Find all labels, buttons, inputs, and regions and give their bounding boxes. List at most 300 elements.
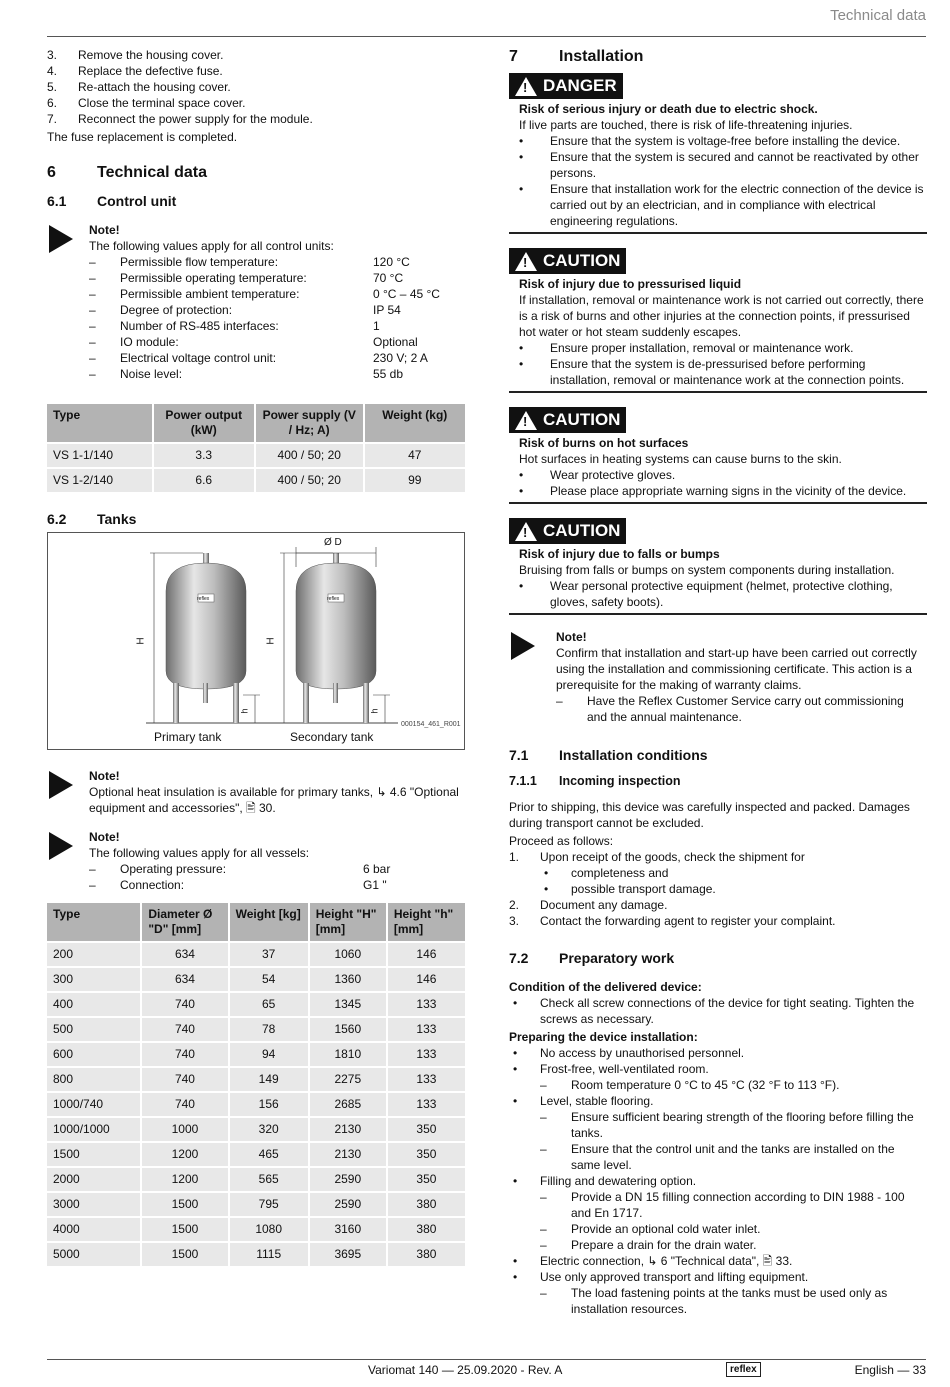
prep-bullet: • No access by unauthorised personnel. [513, 1046, 745, 1060]
warning-title: Risk of serious injury or death due to electric shock. [519, 102, 818, 116]
bullet-marker: • [519, 341, 524, 355]
prep-subitem: – Ensure sufficient bearing strength of the flooring before filling the tanks. [509, 1109, 927, 1141]
table-cell: 350 [388, 1168, 465, 1191]
bullet-text: No access by unauthorised personnel. [540, 1046, 745, 1060]
prep-bullet: • Level, stable flooring. [513, 1094, 654, 1108]
dash-marker: – [89, 303, 96, 317]
value: G1 " [363, 878, 387, 892]
table-row [47, 1093, 465, 1116]
step-number: 4. [47, 64, 58, 78]
dash-marker: – [89, 878, 96, 892]
section-heading-6-2 [47, 510, 465, 528]
table-cell: 2130 [310, 1143, 386, 1166]
table-row [47, 1043, 465, 1066]
table-row [47, 1118, 465, 1141]
note-heat-insulation [47, 768, 465, 816]
section-title: Technical data [97, 164, 207, 181]
column-header: Type [47, 903, 140, 941]
warning-text: Hot surfaces in heating systems can cause burns to the skin. [519, 452, 842, 466]
note-arrow-icon [511, 632, 535, 660]
prep-subitem: – Room temperature 0 °C to 45 °C (32 °F to 113 °F). [540, 1078, 840, 1092]
note-arrow-icon [49, 225, 73, 253]
table-cell: 200 [47, 943, 140, 966]
table-cell: 634 [142, 968, 227, 991]
substep-text: possible transport damage. [571, 882, 716, 896]
step-text: Upon receipt of the goods, check the shipment for [540, 850, 805, 864]
dim-leg-label-secondary: h [369, 708, 380, 714]
section-number: 7.1 [509, 747, 529, 763]
prep-subitem: – Prepare a drain for the drain water. [540, 1238, 757, 1252]
table-cell: 94 [230, 1043, 308, 1066]
header-rule [47, 36, 926, 37]
prep-subitem: – Provide an optional cold water inlet. [540, 1222, 761, 1236]
table-cell: 133 [388, 1018, 465, 1041]
column-header: Power supply (V / Hz; A) [256, 404, 363, 442]
table-cell: 2590 [310, 1193, 386, 1216]
value-label: Connection: [120, 878, 185, 892]
warning-triangle-icon: ! [515, 252, 537, 271]
table-row [47, 993, 465, 1016]
prep-bullet: • Use only approved transport and lifting equipment. [513, 1270, 809, 1284]
column-header: Weight (kg) [365, 404, 466, 442]
value-label: Permissible ambient temperature: [120, 287, 300, 301]
section-heading-7-2 [509, 949, 927, 967]
prep-bullet: • Filling and dewatering option. [513, 1174, 697, 1188]
value-label: Degree of protection: [120, 303, 233, 317]
table-cell: 1360 [310, 968, 386, 991]
table-cell: 320 [230, 1118, 308, 1141]
section-title: Tanks [97, 511, 137, 527]
table-cell: 3695 [310, 1243, 386, 1266]
table-cell: 54 [230, 968, 308, 991]
table-cell: 740 [142, 993, 227, 1016]
column-header: Weight [kg] [230, 903, 308, 941]
table-cell: 47 [365, 444, 466, 467]
step-item [47, 111, 465, 127]
table-cell: 156 [230, 1093, 308, 1116]
dash-marker: – [89, 351, 96, 365]
table-cell: 78 [230, 1018, 308, 1041]
note-title: Note! [89, 223, 120, 237]
step-item [47, 63, 465, 79]
section-number: 7.2 [509, 950, 529, 966]
step-text: Document any damage. [540, 898, 668, 912]
tanks-table [45, 901, 467, 1268]
warning-bullet [509, 340, 927, 356]
warning-title: Risk of injury due to pressurised liquid [519, 277, 742, 291]
table-cell: 2000 [47, 1168, 140, 1191]
warning-triangle-icon: ! [515, 522, 537, 541]
table-cell: 3.3 [154, 444, 254, 467]
step-item [47, 47, 465, 63]
bullet-marker: • [519, 579, 524, 593]
value: 0 °C – 45 °C [373, 287, 440, 301]
warning-badge [509, 73, 623, 99]
dash-marker: – [89, 255, 96, 269]
table-row [47, 943, 465, 966]
value-row [89, 270, 465, 286]
warning-bullet [509, 149, 927, 181]
section-title: Installation conditions [559, 747, 708, 763]
table-cell: 740 [142, 1093, 227, 1116]
table-cell: 400 / 50; 20 [256, 469, 363, 492]
secondary-tank-shape [296, 553, 376, 723]
table-cell: 380 [388, 1243, 465, 1266]
primary-tank-caption: Primary tank [154, 730, 222, 744]
table-cell: 1500 [142, 1243, 227, 1266]
step-item [47, 79, 465, 95]
value-label: IO module: [120, 335, 179, 349]
table-cell: 1060 [310, 943, 386, 966]
dash-marker: – [556, 694, 563, 708]
section-number: 7.1.1 [509, 774, 537, 788]
table-header-row [47, 404, 465, 442]
figure-code: 000154_461_R001 [401, 721, 461, 728]
table-cell: 1500 [47, 1143, 140, 1166]
warning-bullet [509, 578, 927, 610]
value: 70 °C [373, 271, 404, 285]
table-cell: 600 [47, 1043, 140, 1066]
note-arrow-icon [49, 832, 73, 860]
note-intro: The following values apply for all control units: [89, 239, 334, 253]
section-number: 7 [509, 48, 518, 65]
inspection-step: 2. Document any damage. [509, 898, 668, 912]
step-number: 3. [47, 48, 58, 62]
footer-rule [47, 1359, 926, 1360]
table-row [47, 1218, 465, 1241]
table-cell: 6.6 [154, 469, 254, 492]
steps-list [47, 47, 465, 127]
section-heading-6 [47, 163, 465, 183]
note-sub-item [556, 693, 927, 725]
table-cell: 2275 [310, 1068, 386, 1091]
note-commissioning [509, 629, 927, 725]
bullet-marker: • [519, 150, 524, 164]
table-cell: 740 [142, 1068, 227, 1091]
value-label: Electrical voltage control unit: [120, 351, 277, 365]
note-title: Note! [556, 630, 587, 644]
table-cell: 149 [230, 1068, 308, 1091]
table-cell: 133 [388, 1068, 465, 1091]
warning-bullet [509, 181, 927, 229]
bullet-text: Frost-free, well-ventilated room. [540, 1062, 709, 1076]
left-column [47, 47, 465, 1268]
step-text: Replace the defective fuse. [78, 64, 223, 78]
value-row [89, 318, 465, 334]
step-number: 5. [47, 80, 58, 94]
warning-bullet [509, 467, 927, 483]
table-cell: 4000 [47, 1218, 140, 1241]
value-row [89, 366, 465, 382]
warning-bullet [509, 483, 927, 499]
column-header: Power output (kW) [154, 404, 254, 442]
step-text: Contact the forwarding agent to register your complaint. [540, 914, 836, 928]
substep-text: completeness and [571, 866, 669, 880]
dim-height-label-secondary: H [265, 637, 277, 645]
table-cell: 146 [388, 943, 465, 966]
table-cell: VS 1-2/140 [47, 469, 152, 492]
step-text: Reconnect the power supply for the module. [78, 112, 313, 126]
table-row [47, 444, 465, 467]
prep-bullet: • Electric connection, ↳ 6 "Technical data", 🖹 33. [513, 1254, 793, 1268]
section-title: Control unit [97, 193, 177, 209]
value: 6 bar [363, 862, 391, 876]
warning-caution3 [509, 518, 927, 615]
note-control-unit [47, 222, 465, 382]
bullet-text: Level, stable flooring. [540, 1094, 654, 1108]
table-cell: 465 [230, 1143, 308, 1166]
dim-height-label-primary: H [135, 637, 147, 645]
bullet-text: Filling and dewatering option. [540, 1174, 697, 1188]
table-cell: 3000 [47, 1193, 140, 1216]
tank-logo-secondary: reflex [327, 596, 340, 602]
note-sub-text: Have the Reflex Customer Service carry out commissioning and the annual maintenance. [587, 694, 904, 724]
table-cell: 740 [142, 1043, 227, 1066]
warning-label: CAUTION [543, 251, 621, 270]
table-row [47, 1068, 465, 1091]
table-row [47, 1243, 465, 1266]
warning-bullet [509, 356, 927, 388]
dash-marker: – [89, 287, 96, 301]
warning-badge [509, 518, 626, 544]
table-row [47, 1143, 465, 1166]
value-label: Permissible operating temperature: [120, 271, 307, 285]
table-cell: 3160 [310, 1218, 386, 1241]
value-label: Number of RS-485 interfaces: [120, 319, 279, 333]
table-cell: 565 [230, 1168, 308, 1191]
subitem-text: Room temperature 0 °C to 45 °C (32 °F to 113 °F). [571, 1078, 840, 1092]
value-row [89, 334, 465, 350]
note-arrow-icon [49, 771, 73, 799]
table-cell: 795 [230, 1193, 308, 1216]
table-cell: 1560 [310, 1018, 386, 1041]
column-header: Type [47, 404, 152, 442]
table-cell: 300 [47, 968, 140, 991]
step-text: Remove the housing cover. [78, 48, 224, 62]
prep-subitem: – Provide a DN 15 filling connection according to DIN 1988 - 100 and En 1717. [509, 1189, 927, 1221]
footer-page-number: English — 33 [854, 1363, 926, 1377]
table-cell: 1810 [310, 1043, 386, 1066]
note-title: Note! [89, 830, 120, 844]
bullet-text: Wear protective gloves. [550, 468, 676, 482]
table-cell: 37 [230, 943, 308, 966]
subitem-text: Ensure sufficient bearing strength of the flooring before filling the tanks. [571, 1110, 914, 1140]
warning-caution2 [509, 407, 927, 504]
bullet-text: Please place appropriate warning signs in the vicinity of the device. [550, 484, 907, 498]
primary-tank-shape [166, 553, 246, 723]
bullet-text: Ensure that the system is voltage-free before installing the device. [550, 134, 901, 148]
prep-subitem: – Ensure that the control unit and the tanks are installed on the same level. [509, 1141, 927, 1173]
value: 230 V; 2 A [373, 351, 428, 365]
table-cell: 350 [388, 1118, 465, 1141]
warnings-block [509, 73, 927, 615]
value: IP 54 [373, 303, 401, 317]
step-text: Close the terminal space cover. [78, 96, 246, 110]
table-cell: 400 [47, 993, 140, 1016]
table-header-row [47, 903, 465, 941]
table-cell: 133 [388, 1093, 465, 1116]
value: 1 [373, 319, 380, 333]
table-cell: 65 [230, 993, 308, 1016]
column-header: Height "H" [mm] [310, 903, 386, 941]
warning-text: Bruising from falls or bumps on system components during installation. [519, 563, 895, 577]
warning-title: Risk of burns on hot surfaces [519, 436, 689, 450]
inspection-step: 1. Upon receipt of the goods, check the shipment for [509, 850, 805, 864]
bullet-text: Check all screw connections of the device for tight seating. Tighten the screws as necessary. [540, 996, 915, 1026]
note-text: Optional heat insulation is available for primary tanks, ↳ 4.6 "Optional equipment and accessories", 🖹 30. [89, 785, 459, 815]
inspection-substep [509, 881, 927, 897]
bullet-text: Ensure that installation work for the electric connection of the device is carried out by an electrician, and in compliance with electrical engineering regulations. [550, 182, 924, 228]
value-label: Permissible flow temperature: [120, 255, 279, 269]
dash-marker: – [89, 271, 96, 285]
table-row [47, 1193, 465, 1216]
bullet-marker: • [519, 357, 524, 371]
dim-diameter-label: Ø D [324, 537, 342, 548]
table-cell: 5000 [47, 1243, 140, 1266]
bullet-text: Use only approved transport and lifting equipment. [540, 1270, 809, 1284]
table-cell: 1000/740 [47, 1093, 140, 1116]
column-header: Diameter Ø "D" [mm] [142, 903, 227, 941]
value: 120 °C [373, 255, 410, 269]
bullet-text: Ensure that the system is de-pressurised before performing installation, removal or maintenance work at the connection points. [550, 357, 905, 387]
bullet-text: Ensure proper installation, removal or maintenance work. [550, 341, 854, 355]
bullet-marker: • [544, 866, 549, 880]
table-cell: 1000/1000 [47, 1118, 140, 1141]
section-heading-7 [509, 47, 927, 67]
warning-badge [509, 248, 626, 274]
table-cell: 1000 [142, 1118, 227, 1141]
subitem-text: Prepare a drain for the drain water. [571, 1238, 757, 1252]
step-item [47, 95, 465, 111]
value: 55 db [373, 367, 404, 381]
value-label: Noise level: [120, 367, 183, 381]
table-cell: 133 [388, 993, 465, 1016]
table-cell: 800 [47, 1068, 140, 1091]
value-row [89, 861, 465, 877]
bullet-marker: • [544, 882, 549, 896]
table-cell: 1500 [142, 1193, 227, 1216]
bullet-text: Ensure that the system is secured and cannot be reactivated by other persons. [550, 150, 919, 180]
step-number: 6. [47, 96, 58, 110]
section-title: Preparatory work [559, 950, 675, 966]
note-title: Note! [89, 769, 120, 783]
table-cell: 350 [388, 1143, 465, 1166]
note-text: Confirm that installation and start-up have been carried out correctly using the installation and commissioning certificate. This action is a prerequisite for the making of warranty claims. [556, 646, 917, 692]
control-unit-table [45, 402, 467, 494]
warning-caution1 [509, 248, 927, 393]
dash-marker: – [89, 319, 96, 333]
inspection-substep [509, 865, 927, 881]
note-values-list [89, 254, 465, 382]
section-heading-7-1-1 [509, 773, 927, 789]
note-values-list [89, 861, 465, 893]
bullet-text: Wear personal protective equipment (helmet, protective clothing, gloves, safety boots). [550, 579, 893, 609]
tank-logo-primary: reflex [197, 596, 210, 602]
warning-text: If live parts are touched, there is risk of life-threatening injuries. [519, 118, 853, 132]
table-row [47, 469, 465, 492]
table-cell: 380 [388, 1193, 465, 1216]
inspection-text: Prior to shipping, this device was carefully inspected and packed. Damages during transport cannot be excluded. [509, 800, 910, 830]
secondary-tank-caption: Secondary tank [290, 730, 374, 744]
running-header: Technical data [830, 7, 926, 24]
note-vessels [47, 829, 465, 893]
table-cell: 634 [142, 943, 227, 966]
table-cell: 1200 [142, 1168, 227, 1191]
bullet-text: Electric connection, ↳ 6 "Technical data", 🖹 33. [540, 1254, 793, 1268]
prep-bullet: • Check all screw connections of the device for tight seating. Tighten the screws as necessary. [509, 995, 927, 1027]
completion-text: The fuse replacement is completed. [47, 130, 238, 144]
subitem-text: The load fastening points at the tanks must be used only as installation resources. [571, 1286, 888, 1316]
bullet-marker: • [519, 134, 524, 148]
warning-triangle-icon: ! [515, 77, 537, 96]
warning-label: CAUTION [543, 410, 621, 429]
table-cell: 1200 [142, 1143, 227, 1166]
warning-title: Risk of injury due to falls or bumps [519, 547, 720, 561]
preparing-title: Preparing the device installation: [509, 1030, 698, 1044]
table-cell: 1500 [142, 1218, 227, 1241]
note-intro: The following values apply for all vessels: [89, 846, 310, 860]
value-label: Operating pressure: [120, 862, 227, 876]
table-cell: 1115 [230, 1243, 308, 1266]
table-cell: 400 / 50; 20 [256, 444, 363, 467]
table-cell: 2685 [310, 1093, 386, 1116]
table-cell: 1345 [310, 993, 386, 1016]
dash-marker: – [89, 335, 96, 349]
bullet-marker: • [519, 182, 524, 196]
warning-triangle-icon: ! [515, 411, 537, 430]
subitem-text: Provide a DN 15 filling connection according to DIN 1988 - 100 and En 1717. [571, 1190, 905, 1220]
section-number: 6.1 [47, 193, 67, 209]
prep-subitem: – The load fastening points at the tanks must be used only as installation resources. [509, 1285, 927, 1317]
warning-badge [509, 407, 626, 433]
section-heading-6-1 [47, 192, 465, 210]
section-number: 6 [47, 164, 56, 181]
value-row [89, 302, 465, 318]
table-row [47, 1168, 465, 1191]
column-header: Height "h" [mm] [388, 903, 465, 941]
table-cell: 133 [388, 1043, 465, 1066]
table-cell: 2130 [310, 1118, 386, 1141]
bullet-marker: • [519, 468, 524, 482]
warning-bullet [509, 133, 927, 149]
section-title: Installation [559, 48, 644, 65]
warning-label: DANGER [543, 76, 617, 95]
footer-brand-logo: reflex [726, 1362, 761, 1377]
section-title: Incoming inspection [559, 774, 681, 788]
right-column [509, 47, 927, 1317]
step-text: Re-attach the housing cover. [78, 80, 231, 94]
step-number: 7. [47, 112, 58, 126]
table-row [47, 1018, 465, 1041]
tanks-figure [47, 532, 465, 750]
value-row [89, 877, 465, 893]
section-heading-7-1 [509, 746, 927, 764]
table-cell: 1080 [230, 1218, 308, 1241]
table-cell: 380 [388, 1218, 465, 1241]
dim-leg-label-primary: h [239, 708, 250, 714]
table-cell: 99 [365, 469, 466, 492]
subitem-text: Ensure that the control unit and the tanks are installed on the same level. [571, 1142, 895, 1172]
value: Optional [373, 335, 418, 349]
value-row [89, 350, 465, 366]
warning-danger [509, 73, 927, 234]
proceed-text: Proceed as follows: [509, 834, 614, 848]
footer-document-info: Variomat 140 — 25.09.2020 - Rev. A [368, 1363, 563, 1377]
table-cell: 740 [142, 1018, 227, 1041]
table-cell: 500 [47, 1018, 140, 1041]
value-row [89, 286, 465, 302]
subitem-text: Provide an optional cold water inlet. [571, 1222, 761, 1236]
